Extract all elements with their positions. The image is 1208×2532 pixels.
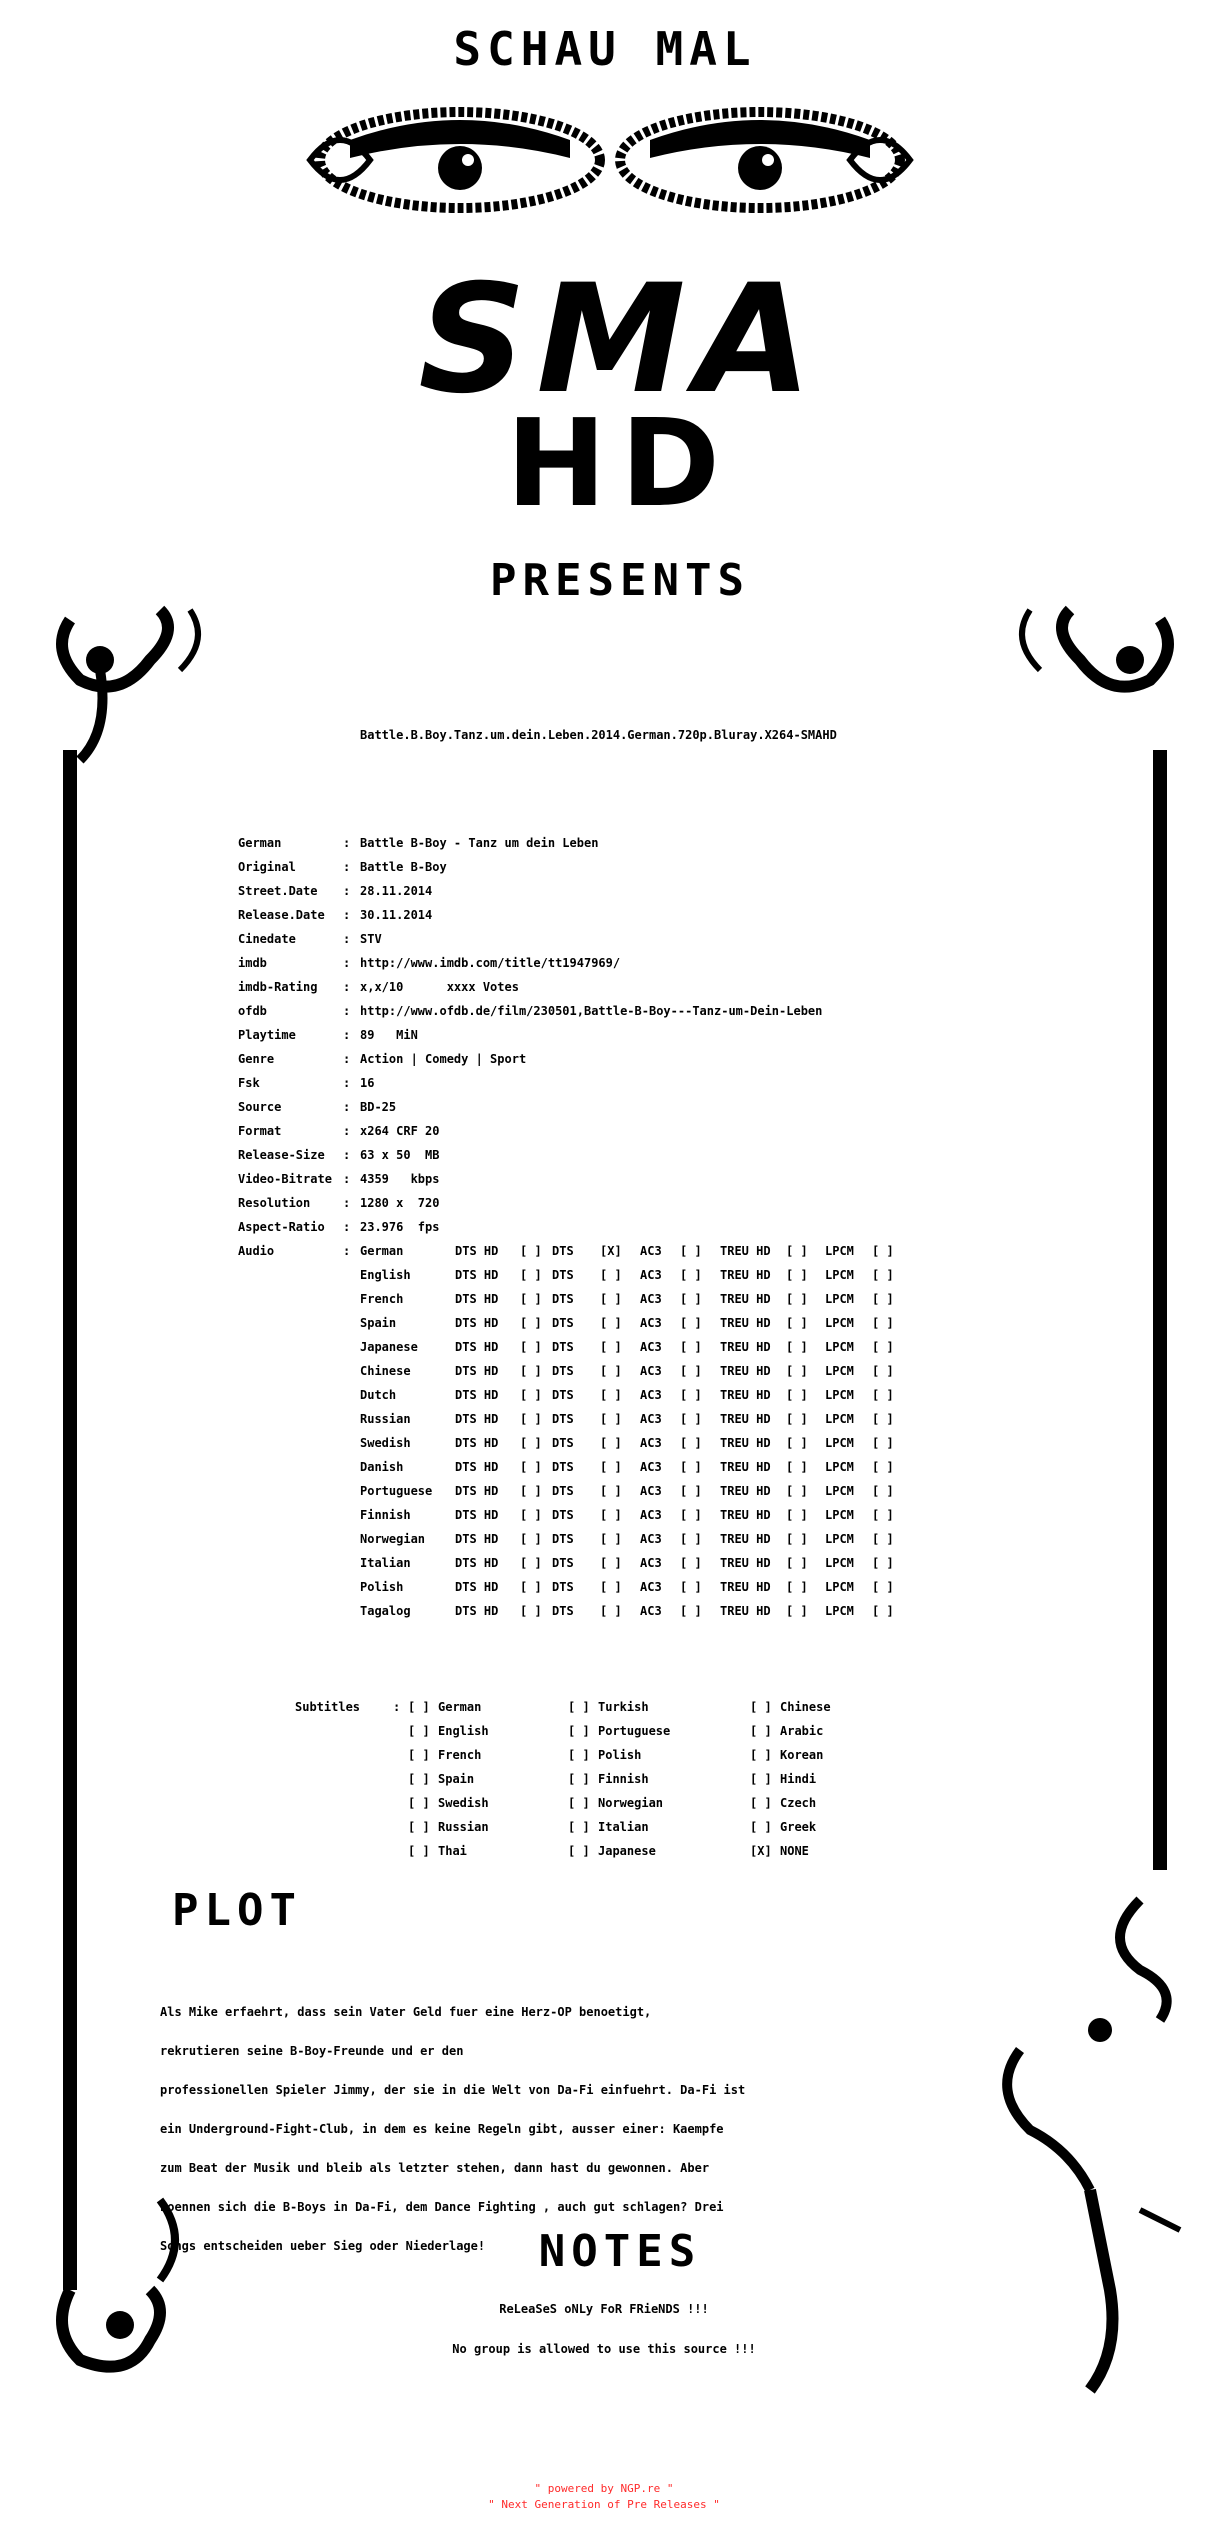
audio-checkbox: [ ] — [600, 1412, 622, 1426]
plot-line: ein Underground-Fight-Club, in dem es keine Regeln gibt, ausser einer: Kaempfe — [160, 2122, 724, 2136]
info-label: imdb-Rating — [238, 980, 318, 994]
audio-format-label: DTS HD — [455, 1340, 499, 1354]
subtitle-checkbox: [ ] — [568, 1796, 590, 1810]
brand-main-logo: SMA — [418, 253, 822, 427]
audio-format-label: LPCM — [825, 1412, 854, 1426]
audio-format-label: AC3 — [640, 1268, 662, 1282]
audio-format-label: TREU HD — [720, 1316, 771, 1330]
notes-line-1: ReLeaSeS oNLy FoR FRieNDS !!! — [499, 2302, 709, 2316]
audio-format-label: DTS — [552, 1292, 574, 1306]
audio-checkbox: [ ] — [786, 1292, 808, 1306]
audio-checkbox: [ ] — [600, 1556, 622, 1570]
audio-checkbox: [ ] — [680, 1292, 702, 1306]
subtitle-language: Chinese — [780, 1700, 831, 1714]
subtitle-language: German — [438, 1700, 482, 1714]
subtitle-checkbox: [ ] — [568, 1772, 590, 1786]
audio-checkbox: [ ] — [600, 1460, 622, 1474]
audio-format-label: DTS HD — [455, 1388, 499, 1402]
audio-checkbox: [ ] — [680, 1556, 702, 1570]
subtitle-language: Thai — [438, 1844, 467, 1858]
audio-checkbox: [ ] — [872, 1460, 894, 1474]
audio-format-label: AC3 — [640, 1292, 662, 1306]
plot-heading: PLOT — [172, 1885, 302, 1936]
subtitle-language: Swedish — [438, 1796, 489, 1810]
info-value: BD-25 — [360, 1100, 397, 1114]
audio-format-label: DTS — [552, 1484, 574, 1498]
audio-format-label: DTS HD — [455, 1556, 499, 1570]
audio-language: Portuguese — [360, 1484, 433, 1498]
subtitle-checkbox: [ ] — [568, 1844, 590, 1858]
audio-checkbox: [ ] — [786, 1508, 808, 1522]
audio-checkbox: [ ] — [872, 1412, 894, 1426]
info-label: Playtime — [238, 1028, 296, 1042]
subtitle-checkbox: [ ] — [408, 1724, 430, 1738]
audio-format-label: DTS — [552, 1556, 574, 1570]
audio-checkbox: [ ] — [786, 1364, 808, 1378]
audio-checkbox: [ ] — [680, 1484, 702, 1498]
audio-language: English — [360, 1268, 411, 1282]
subtitle-checkbox: [ ] — [750, 1820, 772, 1834]
audio-checkbox: [ ] — [680, 1580, 702, 1594]
audio-checkbox: [ ] — [872, 1292, 894, 1306]
plot-text — [160, 1980, 745, 2266]
audio-format-label: TREU HD — [720, 1580, 771, 1594]
audio-format-label: DTS HD — [455, 1580, 499, 1594]
audio-checkbox: [ ] — [786, 1316, 808, 1330]
audio-format-label: LPCM — [825, 1532, 854, 1546]
audio-format-label: DTS — [552, 1436, 574, 1450]
audio-checkbox: [ ] — [600, 1388, 622, 1402]
audio-checkbox: [ ] — [872, 1364, 894, 1378]
notes-heading: NOTES — [538, 2226, 702, 2277]
audio-format-label: DTS — [552, 1412, 574, 1426]
audio-format-label: AC3 — [640, 1580, 662, 1594]
audio-checkbox: [ ] — [680, 1412, 702, 1426]
info-label: ofdb — [238, 1004, 267, 1018]
audio-format-label: DTS — [552, 1364, 574, 1378]
audio-checkbox: [ ] — [680, 1436, 702, 1450]
audio-format-label: DTS — [552, 1532, 574, 1546]
info-label: Resolution — [238, 1196, 311, 1210]
audio-checkbox: [ ] — [786, 1412, 808, 1426]
audio-checkbox: [ ] — [520, 1316, 542, 1330]
info-label: Format — [238, 1124, 282, 1138]
audio-checkbox: [ ] — [600, 1268, 622, 1282]
audio-label: Audio — [238, 1244, 275, 1258]
audio-format-label: DTS HD — [455, 1412, 499, 1426]
audio-checkbox: [ ] — [520, 1508, 542, 1522]
audio-language: Tagalog — [360, 1604, 411, 1618]
info-table: German : Battle B-Boy - Tanz um dein Leben Original : Battle B-Boy Street.Date : 28.11.2014 Release.Date : 30.11.2014 Cinedate : STV imdb : http://www.imdb.com/title/tt1947969/ imdb-Rating : x,x/10 xxxx Votes ofdb : http://www.ofdb.de/film/230501,Battle-B-Boy---Tanz-um-Dein-Leben Playtime : 89 MiN Genre : Action | Comedy | Sport Fsk : 16 Source : BD-25 Format : x264 CRF 20 Release-Size : 63 x 50 MB Video-Bitrate : 4359 kbps Resolution : 1280 x 720 Aspect-Ratio : 23.976 fps — [238, 836, 823, 1234]
audio-checkbox: [ ] — [872, 1580, 894, 1594]
subtitle-language: Greek — [780, 1820, 817, 1834]
subtitle-checkbox: [ ] — [750, 1748, 772, 1762]
audio-checkbox: [ ] — [786, 1244, 808, 1258]
audio-checkbox: [ ] — [600, 1292, 622, 1306]
audio-checkbox: [ ] — [680, 1316, 702, 1330]
audio-checkbox: [ ] — [600, 1364, 622, 1378]
subtitle-language: Polish — [598, 1748, 642, 1762]
audio-format-label: DTS — [552, 1508, 574, 1522]
audio-format-label: DTS — [552, 1316, 574, 1330]
audio-format-label: TREU HD — [720, 1532, 771, 1546]
audio-format-label: DTS — [552, 1604, 574, 1618]
audio-format-label: AC3 — [640, 1484, 662, 1498]
subtitle-language: French — [438, 1748, 482, 1762]
info-label: Street.Date — [238, 884, 318, 898]
subtitle-checkbox: [ ] — [408, 1796, 430, 1810]
audio-format-label: DTS HD — [455, 1436, 499, 1450]
audio-format-label: LPCM — [825, 1364, 854, 1378]
audio-language: Chinese — [360, 1364, 411, 1378]
info-label: Original — [238, 860, 296, 874]
audio-format-label: AC3 — [640, 1508, 662, 1522]
subtitles-label: Subtitles — [295, 1700, 361, 1714]
subtitle-checkbox: [ ] — [750, 1796, 772, 1810]
audio-language: French — [360, 1292, 404, 1306]
audio-format-label: AC3 — [640, 1532, 662, 1546]
audio-format-label: DTS — [552, 1580, 574, 1594]
info-value: 63 x 50 MB — [360, 1148, 440, 1162]
info-label: Fsk — [238, 1076, 260, 1090]
audio-format-label: DTS HD — [455, 1244, 499, 1258]
subtitle-language: Korean — [780, 1748, 824, 1762]
audio-format-label: TREU HD — [720, 1364, 771, 1378]
audio-format-label: AC3 — [640, 1244, 662, 1258]
footer-tagline: " Next Generation of Pre Releases " — [488, 2498, 720, 2511]
subtitle-checkbox: [ ] — [568, 1820, 590, 1834]
info-label: Release-Size — [238, 1148, 325, 1162]
audio-format-label: AC3 — [640, 1364, 662, 1378]
audio-checkbox: [ ] — [786, 1436, 808, 1450]
subtitle-language: Turkish — [598, 1700, 649, 1714]
audio-format-label: LPCM — [825, 1508, 854, 1522]
audio-checkbox: [ ] — [786, 1556, 808, 1570]
audio-format-label: TREU HD — [720, 1412, 771, 1426]
audio-checkbox: [ ] — [520, 1244, 542, 1258]
audio-format-label: LPCM — [825, 1388, 854, 1402]
audio-checkbox: [ ] — [872, 1316, 894, 1330]
plot-line: Als Mike erfaehrt, dass sein Vater Geld fuer eine Herz-OP benoetigt, — [160, 2005, 652, 2019]
audio-format-label: TREU HD — [720, 1388, 771, 1402]
plot-line: rekrutieren seine B-Boy-Freunde und er den — [160, 2044, 464, 2058]
audio-checkbox: [ ] — [680, 1268, 702, 1282]
info-value: 28.11.2014 — [360, 884, 433, 898]
audio-format-label: AC3 — [640, 1340, 662, 1354]
audio-format-label: LPCM — [825, 1244, 854, 1258]
release-name: Battle.B.Boy.Tanz.um.dein.Leben.2014.German.720p.Bluray.X264-SMAHD — [360, 728, 837, 742]
audio-format-label: TREU HD — [720, 1268, 771, 1282]
audio-checkbox: [ ] — [786, 1340, 808, 1354]
plot-line: koennen sich die B-Boys in Da-Fi, dem Dance Fighting , auch gut schlagen? Drei — [160, 2200, 724, 2214]
audio-language: Finnish — [360, 1508, 411, 1522]
presents-banner: PRESENTS — [490, 555, 750, 606]
audio-checkbox: [ ] — [872, 1556, 894, 1570]
audio-checkbox: [ ] — [520, 1436, 542, 1450]
audio-checkbox: [ ] — [520, 1556, 542, 1570]
audio-checkbox: [ ] — [520, 1484, 542, 1498]
audio-checkbox: [ ] — [680, 1460, 702, 1474]
header-art — [0, 0, 1208, 640]
plot-line: professionellen Spieler Jimmy, der sie in die Welt von Da-Fi einfuehrt. Da-Fi ist — [160, 2083, 746, 2097]
audio-checkbox: [ ] — [872, 1508, 894, 1522]
audio-format-label: TREU HD — [720, 1484, 771, 1498]
subtitle-language: Portuguese — [598, 1724, 671, 1738]
plot-line: zum Beat der Musik und bleib als letzter stehen, dann hast du gewonnen. Aber — [160, 2161, 710, 2175]
audio-checkbox: [ ] — [680, 1532, 702, 1546]
audio-format-label: DTS HD — [455, 1508, 499, 1522]
audio-format-label: DTS HD — [455, 1268, 499, 1282]
info-label: Aspect-Ratio — [238, 1220, 325, 1234]
subtitle-language: Arabic — [780, 1724, 824, 1738]
audio-checkbox: [ ] — [600, 1508, 622, 1522]
audio-format-label: DTS HD — [455, 1292, 499, 1306]
audio-checkbox: [ ] — [786, 1268, 808, 1282]
info-value: 4359 kbps — [360, 1172, 440, 1186]
audio-language: Dutch — [360, 1388, 397, 1402]
audio-format-label: LPCM — [825, 1484, 854, 1498]
subtitle-checkbox: [ ] — [568, 1724, 590, 1738]
info-label: Video-Bitrate — [238, 1172, 332, 1186]
audio-checkbox: [ ] — [680, 1508, 702, 1522]
audio-checkbox: [ ] — [786, 1460, 808, 1474]
subtitle-checkbox: [ ] — [568, 1700, 590, 1714]
audio-checkbox: [ ] — [872, 1484, 894, 1498]
info-label: Cinedate — [238, 932, 296, 946]
audio-format-label: LPCM — [825, 1436, 854, 1450]
audio-format-label: TREU HD — [720, 1340, 771, 1354]
audio-format-label: AC3 — [640, 1604, 662, 1618]
audio-checkbox: [ ] — [786, 1388, 808, 1402]
audio-checkbox: [ ] — [600, 1484, 622, 1498]
audio-format-label: DTS — [552, 1268, 574, 1282]
subtitle-checkbox: [X] — [750, 1844, 772, 1858]
audio-language: Swedish — [360, 1436, 411, 1450]
brand-sub-logo: HD — [505, 395, 735, 534]
audio-checkbox: [ ] — [520, 1580, 542, 1594]
audio-format-label: DTS HD — [455, 1604, 499, 1618]
notes-line-2: No group is allowed to use this source !!! — [452, 2342, 756, 2356]
audio-format-label: LPCM — [825, 1460, 854, 1474]
audio-format-label: LPCM — [825, 1316, 854, 1330]
info-label: imdb — [238, 956, 267, 970]
audio-format-label: AC3 — [640, 1556, 662, 1570]
audio-format-label: LPCM — [825, 1604, 854, 1618]
audio-format-label: AC3 — [640, 1316, 662, 1330]
subtitles-block: Subtitles : [ ] German [ ] English [ ] French [ ] Spain [ ] Swedish [ ] Russian [ ] Thai [ ] Turkish [ ] Portuguese [ ] Polish [ ] Finnish [ ] Norwegian [ ] Italian [ ] Japanese [ ] Chinese [ ] Arabic [ ] Korean [ ] Hindi [ ] Czech [ ] Greek [X] NONE — [295, 1700, 831, 1858]
audio-format-label: DTS — [552, 1460, 574, 1474]
audio-checkbox: [ ] — [520, 1412, 542, 1426]
audio-checkbox: [ ] — [872, 1604, 894, 1618]
imdb-link[interactable]: http://www.imdb.com/title/tt1947969/ — [360, 956, 621, 970]
top-banner-text: SCHAU MAL — [453, 22, 757, 76]
audio-language: Japanese — [360, 1340, 418, 1354]
audio-language: German — [360, 1244, 404, 1258]
subtitle-language: Hindi — [780, 1772, 817, 1786]
info-value: x264 CRF 20 — [360, 1124, 440, 1138]
audio-format-label: TREU HD — [720, 1244, 771, 1258]
subtitle-checkbox: [ ] — [750, 1700, 772, 1714]
audio-checkbox: [ ] — [600, 1580, 622, 1594]
info-value: 30.11.2014 — [360, 908, 433, 922]
info-label: Source — [238, 1100, 282, 1114]
audio-format-label: LPCM — [825, 1580, 854, 1594]
audio-format-label: DTS — [552, 1244, 574, 1258]
footer-powered-by[interactable]: " powered by NGP.re " — [534, 2482, 674, 2495]
subtitle-checkbox: [ ] — [408, 1844, 430, 1858]
audio-format-label: AC3 — [640, 1460, 662, 1474]
info-value: STV — [360, 932, 382, 946]
audio-format-label: AC3 — [640, 1436, 662, 1450]
audio-language: Spain — [360, 1316, 397, 1330]
subtitle-language: Russian — [438, 1820, 489, 1834]
subtitle-checkbox: [ ] — [408, 1700, 430, 1714]
audio-checkbox: [ ] — [680, 1604, 702, 1618]
subtitle-checkbox: [ ] — [750, 1724, 772, 1738]
audio-format-label: DTS — [552, 1340, 574, 1354]
audio-checkbox: [ ] — [872, 1436, 894, 1450]
audio-format-label: DTS HD — [455, 1316, 499, 1330]
audio-format-label: LPCM — [825, 1340, 854, 1354]
audio-checkbox: [ ] — [786, 1532, 808, 1546]
eyes-logo — [310, 100, 910, 220]
audio-format-label: DTS — [552, 1388, 574, 1402]
audio-language: Russian — [360, 1412, 411, 1426]
info-label: Release.Date — [238, 908, 325, 922]
audio-checkbox: [ ] — [520, 1604, 542, 1618]
info-value: x,x/10 xxxx Votes — [360, 980, 519, 994]
audio-checkbox: [ ] — [680, 1364, 702, 1378]
audio-format-label: DTS HD — [455, 1460, 499, 1474]
audio-checkbox: [ ] — [872, 1244, 894, 1258]
audio-format-label: AC3 — [640, 1412, 662, 1426]
subtitle-language: Italian — [598, 1820, 649, 1834]
audio-format-label: DTS HD — [455, 1532, 499, 1546]
info-value: Action | Comedy | Sport — [360, 1052, 527, 1066]
audio-checkbox: [ ] — [786, 1484, 808, 1498]
ofdb-link[interactable]: http://www.ofdb.de/film/230501,Battle-B-Boy---Tanz-um-Dein-Leben — [360, 1004, 823, 1018]
info-value: Battle B-Boy - Tanz um dein Leben — [360, 836, 599, 850]
subtitle-language: Finnish — [598, 1772, 649, 1786]
audio-format-label: TREU HD — [720, 1292, 771, 1306]
info-value: 16 — [360, 1076, 375, 1090]
info-value: 23.976 fps — [360, 1220, 440, 1234]
audio-format-label: DTS HD — [455, 1484, 499, 1498]
audio-checkbox: [X] — [600, 1244, 622, 1258]
audio-format-label: AC3 — [640, 1388, 662, 1402]
audio-checkbox: [ ] — [600, 1532, 622, 1546]
plot-line: Songs entscheiden ueber Sieg oder Niederlage! — [160, 2239, 486, 2253]
info-value: 89 MiN — [360, 1028, 418, 1042]
audio-format-label: TREU HD — [720, 1460, 771, 1474]
audio-checkbox: [ ] — [600, 1436, 622, 1450]
audio-checkbox: [ ] — [786, 1580, 808, 1594]
subtitle-language: Spain — [438, 1772, 475, 1786]
audio-checkbox: [ ] — [520, 1268, 542, 1282]
audio-checkbox: [ ] — [600, 1316, 622, 1330]
audio-checkbox: [ ] — [680, 1244, 702, 1258]
audio-checkbox: [ ] — [872, 1388, 894, 1402]
audio-format-label: TREU HD — [720, 1508, 771, 1522]
audio-checkbox: [ ] — [786, 1604, 808, 1618]
info-value: 1280 x 720 — [360, 1196, 440, 1210]
audio-checkbox: [ ] — [520, 1340, 542, 1354]
info-label: Genre — [238, 1052, 275, 1066]
subtitle-language: English — [438, 1724, 489, 1738]
audio-checkbox: [ ] — [872, 1532, 894, 1546]
audio-language: Polish — [360, 1580, 404, 1594]
audio-checkbox: [ ] — [872, 1268, 894, 1282]
subtitle-language: Czech — [780, 1796, 817, 1810]
audio-checkbox: [ ] — [520, 1532, 542, 1546]
audio-checkbox: [ ] — [520, 1292, 542, 1306]
info-value: Battle B-Boy — [360, 860, 447, 874]
audio-format-label: TREU HD — [720, 1604, 771, 1618]
audio-checkbox: [ ] — [520, 1388, 542, 1402]
info-label: German — [238, 836, 282, 850]
audio-checkbox: [ ] — [680, 1388, 702, 1402]
audio-language: Italian — [360, 1556, 411, 1570]
audio-table: Audio : German DTS HD [ ] DTS [X] AC3 [ ] TREU HD [ ] LPCM [ ] English DTS HD [ ] DTS [ ] AC3 [ ] TREU HD [ ] LPCM [ ] French DTS HD [ ] DTS [ ] AC3 [ ] TREU HD [ ] LPCM [ ] Spain DTS HD [ ] DTS [ ] AC3 [ ] TREU HD [ ] LPCM [ ] Japanese DTS HD [ ] DTS [ ] AC3 [ ] TREU HD [ ] LPCM [ ] Chinese DTS HD [ ] DTS [ ] AC3 [ ] TREU HD [ ] LPCM [ ] Dutch DTS HD [ ] DTS [ ] AC3 [ ] TREU HD [ ] LPCM [ ] Russian DTS HD [ ] DTS [ ] AC3 [ ] TREU HD [ ] LPCM [ ] Swedish DTS HD [ ] DTS [ ] AC3 [ ] TREU HD [ ] LPCM [ ] Danish DTS HD [ ] DTS [ ] AC3 [ ] TREU HD [ ] LPCM [ ] Portuguese DTS HD [ ] DTS [ ] AC3 [ ] TREU HD [ ] LPCM [ ] Finnish DTS HD [ ] DTS [ ] AC3 [ ] TREU HD [ ] LPCM [ ] Norwegian DTS HD [ ] DTS [ ] AC3 [ ] TREU HD [ ] LPCM [ ] Italian DTS HD [ ] DTS [ ] AC3 [ ] TREU HD [ ] LPCM [ ] Polish DTS HD [ ] DTS [ ] AC3 [ ] TREU HD [ ] LPCM [ ] Tagalog DTS HD [ ] DTS [ ] AC3 [ ] TREU HD [ ] LPCM [ ] — [238, 1244, 894, 1618]
subtitle-checkbox: [ ] — [408, 1820, 430, 1834]
audio-checkbox: [ ] — [520, 1460, 542, 1474]
subtitle-language: Japanese — [598, 1844, 656, 1858]
audio-format-label: LPCM — [825, 1556, 854, 1570]
audio-checkbox: [ ] — [872, 1340, 894, 1354]
audio-format-label: TREU HD — [720, 1436, 771, 1450]
audio-language: Danish — [360, 1460, 404, 1474]
audio-checkbox: [ ] — [600, 1604, 622, 1618]
audio-format-label: DTS HD — [455, 1364, 499, 1378]
audio-format-label: LPCM — [825, 1268, 854, 1282]
subtitle-language: NONE — [780, 1844, 809, 1858]
subtitle-checkbox: [ ] — [408, 1772, 430, 1786]
subtitle-checkbox: [ ] — [408, 1748, 430, 1762]
audio-language: Norwegian — [360, 1532, 426, 1546]
audio-format-label: LPCM — [825, 1292, 854, 1306]
audio-checkbox: [ ] — [680, 1340, 702, 1354]
audio-checkbox: [ ] — [600, 1340, 622, 1354]
subtitle-checkbox: [ ] — [750, 1772, 772, 1786]
subtitle-language: Norwegian — [598, 1796, 664, 1810]
audio-checkbox: [ ] — [520, 1364, 542, 1378]
audio-format-label: TREU HD — [720, 1556, 771, 1570]
subtitle-checkbox: [ ] — [568, 1748, 590, 1762]
